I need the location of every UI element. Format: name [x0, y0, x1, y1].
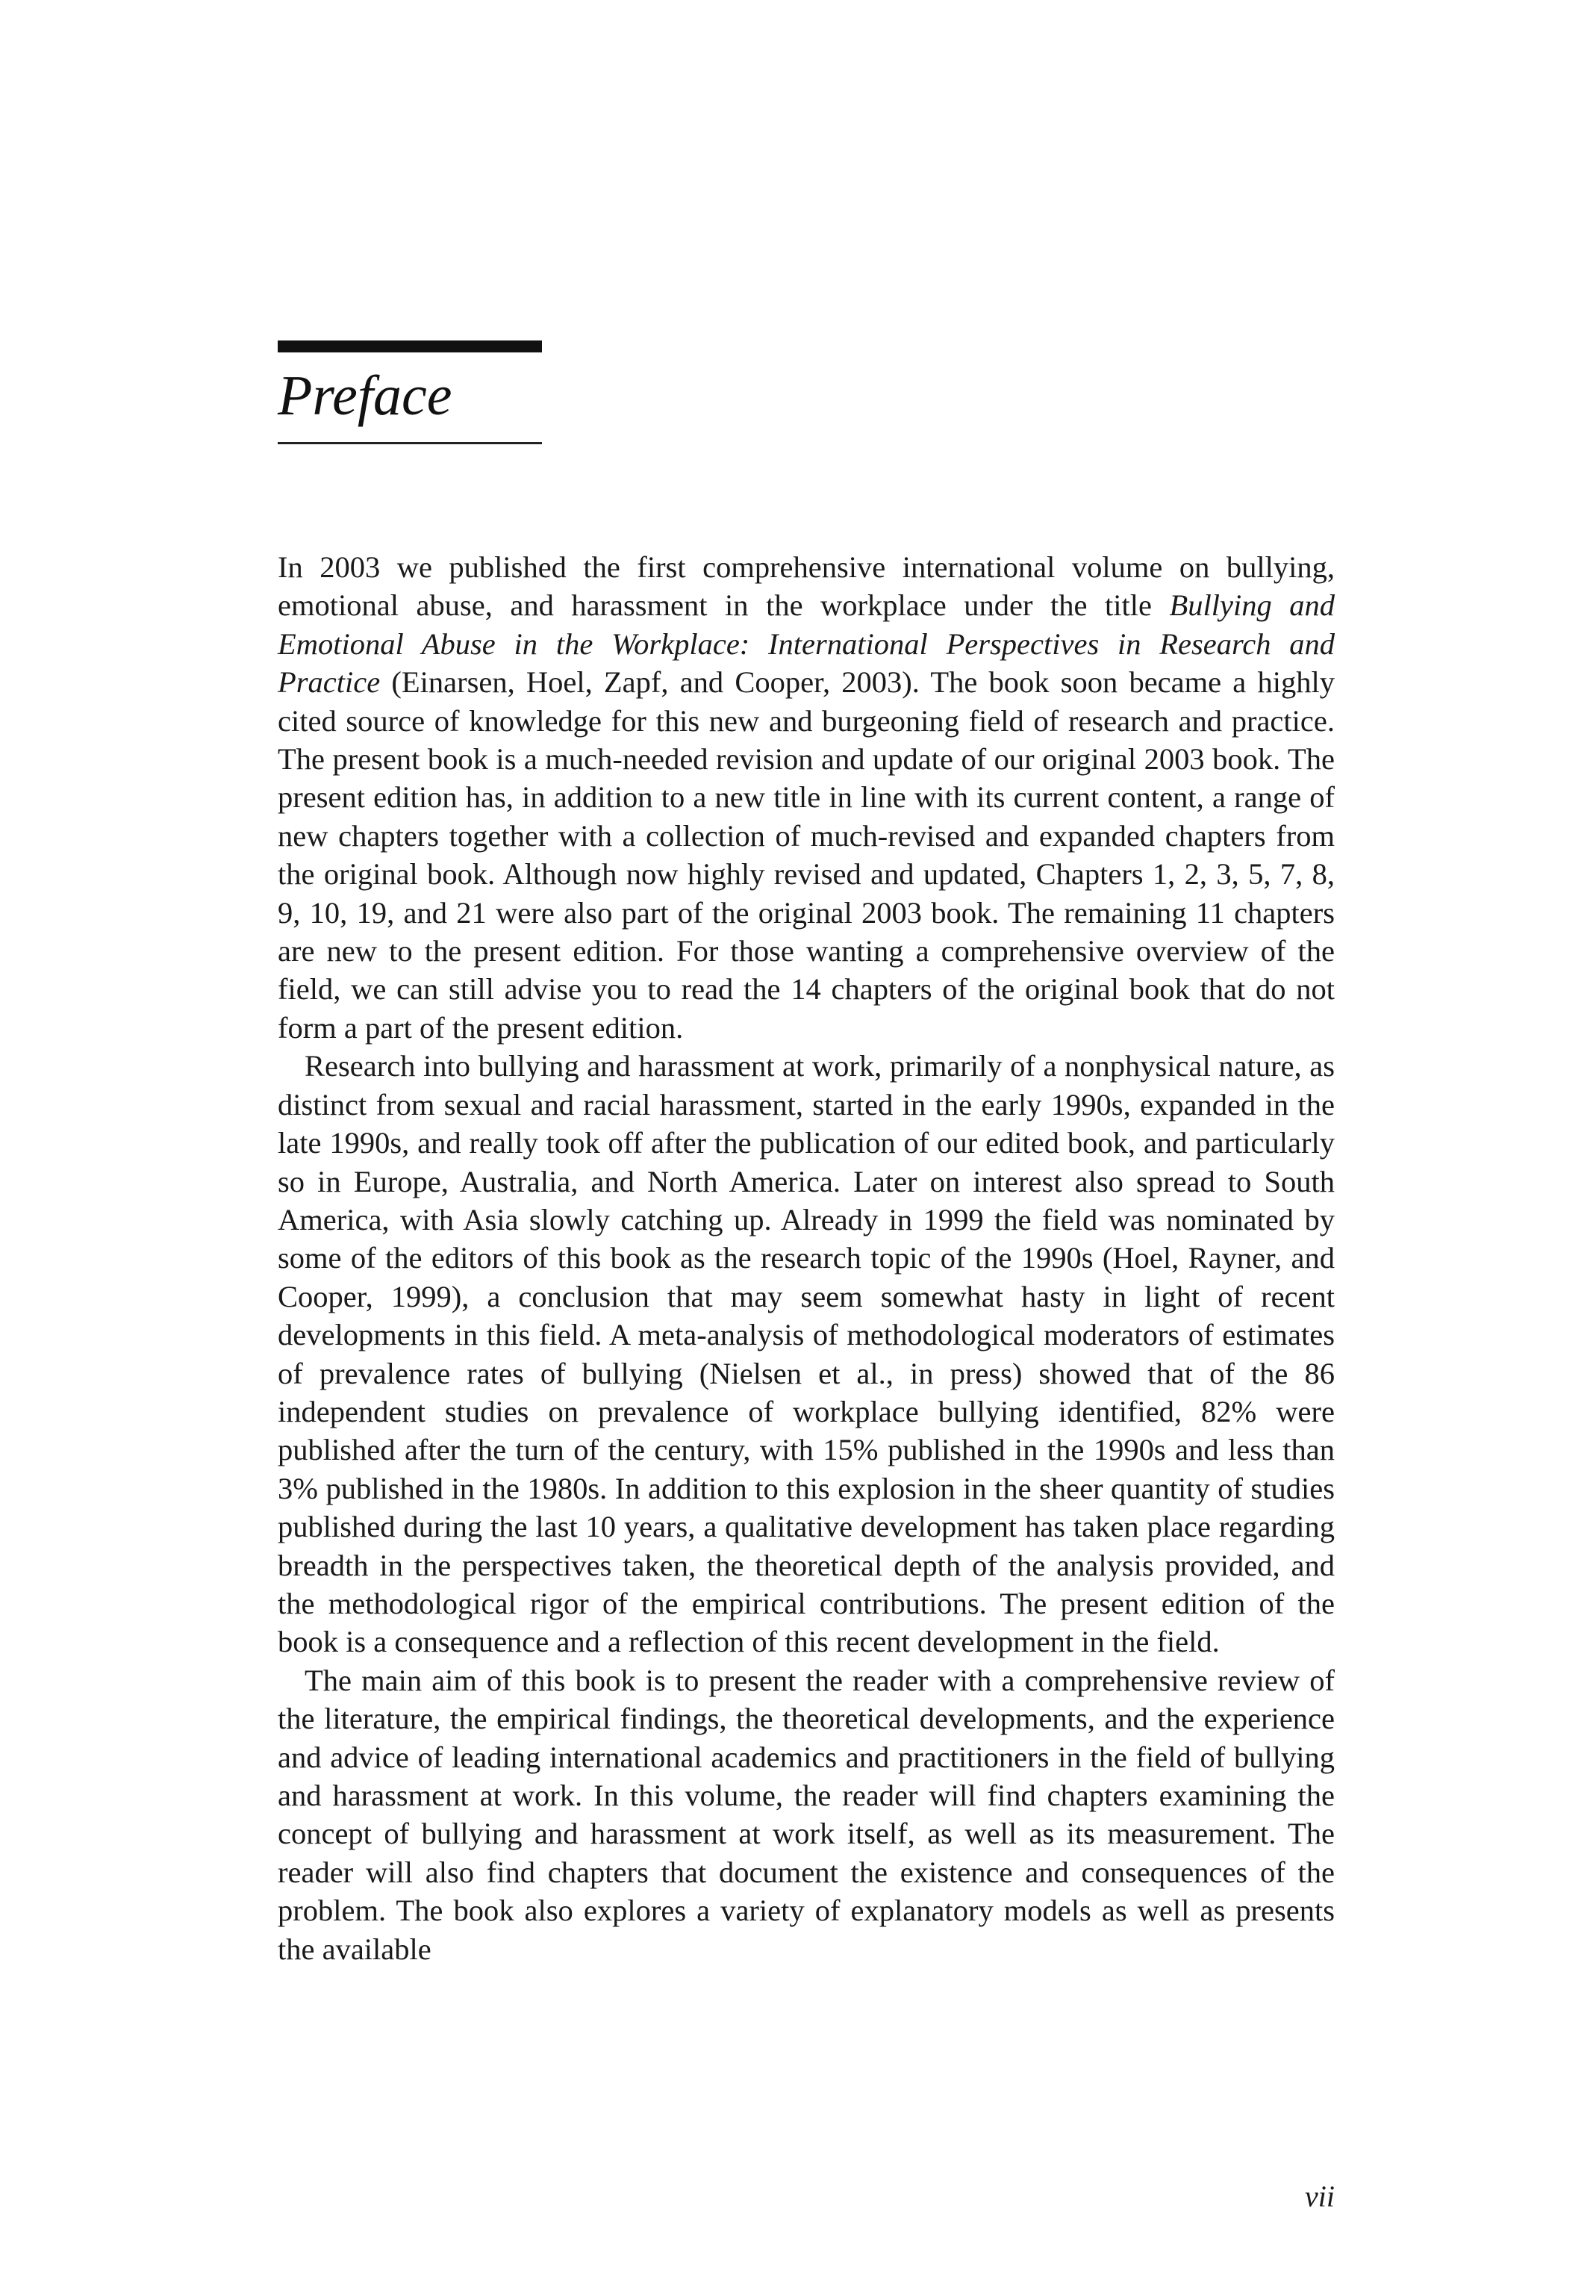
title-underline: [278, 442, 542, 444]
page-number: vii: [1305, 2180, 1335, 2213]
paragraph-3: The main aim of this book is to present the reader with a comprehensive review of the literature, the empirical findings, the theoretical developments, and the experience and advice of leading international academics and practitioners in the field of bullying and harassment at work. In this volume, the reader will find chapters examining the concept of bullying and harassment at work itself, as well as its measurement. The reader will also find chapters that document the existence and consequences of the problem. The book also explores a variety of explanatory models as well as presents the available: [278, 1663, 1335, 1966]
paragraph-1-text-b: (Einarsen, Hoel, Zapf, and Cooper, 2003). The book soon became a highly cited source of knowledge for this new and burgeoning field of research and practice. The present book is a much-needed revision and update of our original 2003 book. The present edition has, in addition to a new title in line with its current content, a range of new chapters together with a collection of much-revised and expanded chapters from the original book. Although now highly revised and updated, Chapters 1, 2, 3, 5, 7, 8, 9, 10, 19, and 21 were also part of the original 2003 book. The remaining 11 chapters are new to the present edition. For those wanting a comprehensive overview of the field, we can still advise you to read the 14 chapters of the original book that do not form a part of the present edition.: [278, 665, 1335, 1045]
body-text: [278, 548, 1335, 1968]
page-title: Preface: [278, 364, 452, 427]
book-title-citation: Bullying and Emotional Abuse in the Workplace: International Perspectives in Research and Practice: [278, 588, 1335, 700]
title-top-rule: [278, 340, 542, 352]
paragraph-1: [278, 548, 1335, 1047]
paragraph-2: Research into bullying and harassment at work, primarily of a nonphysical nature, as distinct from sexual and racial harassment, started in the early 1990s, expanded in the late 1990s, and really took off after the publication of our edited book, and particularly so in Europe, Australia, and North America. Later on interest also spread to South America, with Asia slowly catching up. Already in 1999 the field was nominated by some of the editors of this book as the research topic of the 1990s (Hoel, Rayner, and Cooper, 1999), a conclusion that may seem somewhat hasty in light of recent developments in this field. A meta-analysis of methodological moderators of estimates of prevalence rates of bullying (Nielsen et al., in press) showed that of the 86 independent studies on prevalence of workplace bullying identified, 82% were published after the turn of the century, with 15% published in the 1990s and less than 3% published in the 1980s. In addition to this explosion in the sheer quantity of studies published during the last 10 years, a qualitative development has taken place regarding breadth in the perspectives taken, the theoretical depth of the analysis provided, and the methodological rigor of the empirical contributions. The present edition of the book is a consequence and a reflection of this recent development in the field.: [278, 1049, 1335, 1659]
paragraph-1-text-a: In 2003 we published the first comprehensive international volume on bullying, emotional abuse, and harassment in the workplace under the title: [278, 550, 1335, 623]
